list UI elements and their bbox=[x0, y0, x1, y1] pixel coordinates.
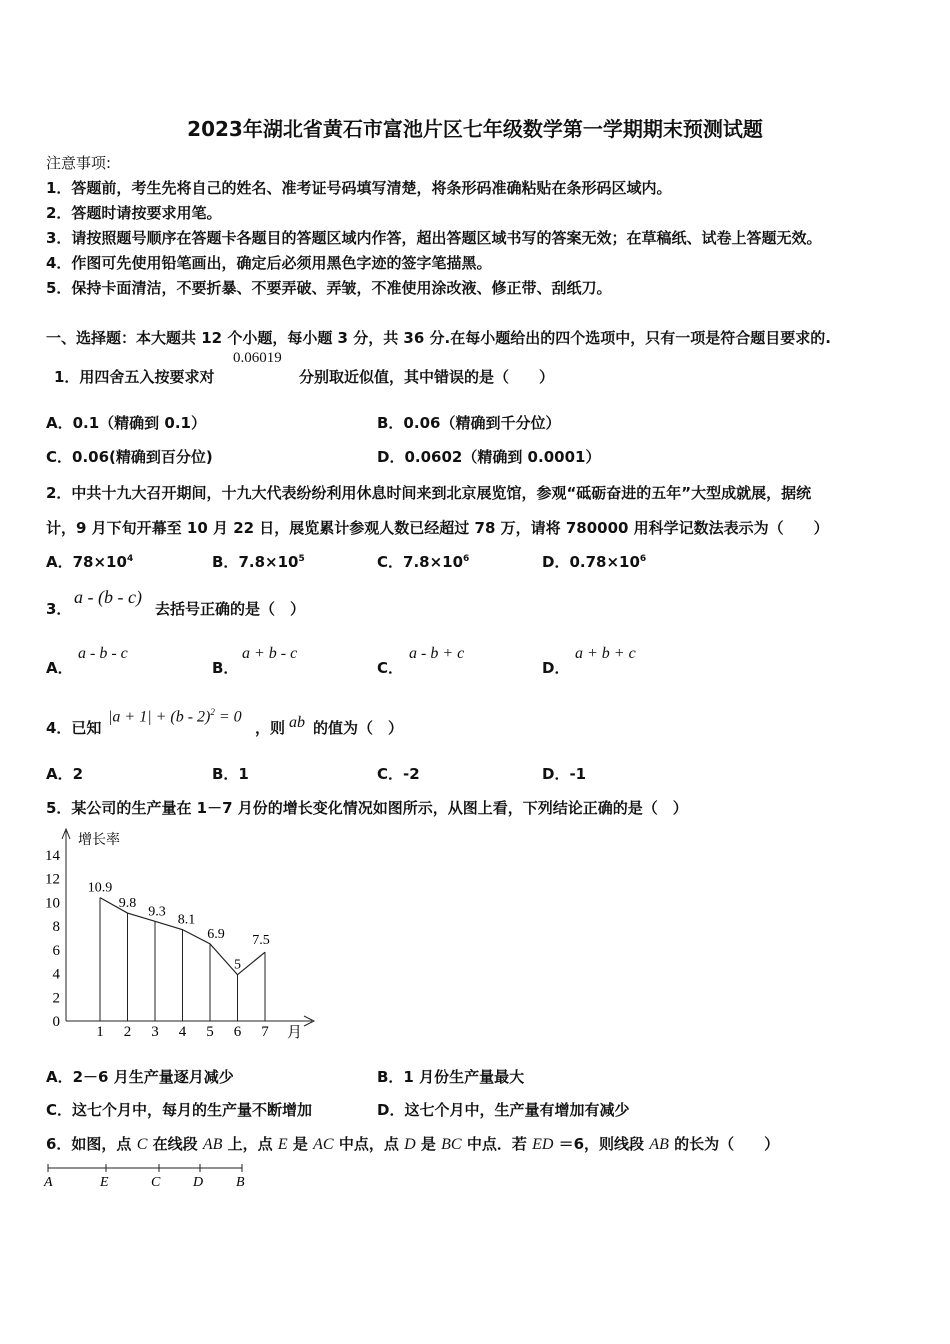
option-letter: C． bbox=[377, 553, 404, 571]
option-d: D．0.0602（精确到 0.0001） bbox=[377, 448, 601, 466]
text-run: 是 bbox=[292, 1135, 308, 1153]
question-1-number: 0.06019 bbox=[233, 350, 282, 366]
x-tick-label: 1 bbox=[96, 1024, 104, 1040]
notice-item: 4．作图可先使用铅笔画出，确定后必须用黑色字迹的签字笔描黑。 bbox=[46, 254, 492, 272]
question-4-ab: ab bbox=[289, 714, 305, 731]
option-letter: B． bbox=[212, 553, 239, 571]
data-label: 5 bbox=[234, 957, 241, 973]
var-ab: AB bbox=[202, 1136, 223, 1153]
notice-heading: 注意事项: bbox=[46, 154, 112, 172]
y-tick-label: 12 bbox=[45, 871, 60, 888]
y-tick-label: 10 bbox=[45, 895, 60, 912]
label-b: B bbox=[236, 1175, 245, 1190]
option-b-expr: a + b - c bbox=[242, 645, 298, 662]
section-heading: 一、选择题：本大题共 12 个小题，每小题 3 分，共 36 分.在每小题给出的四个选项中，只有一项是符合题目要求的. bbox=[46, 329, 831, 347]
y-axis-label: 增长率 bbox=[78, 833, 120, 848]
data-label: 8.1 bbox=[177, 912, 196, 928]
question-1-post: 分别取近似值，其中错误的是（ ） bbox=[299, 368, 555, 386]
y-tick-label: 8 bbox=[52, 919, 60, 936]
label-d: D bbox=[193, 1175, 204, 1190]
question-3-number: 3． bbox=[46, 600, 72, 618]
option-a-expr: a - b - c bbox=[78, 645, 128, 662]
x-tick-label: 6 bbox=[233, 1024, 242, 1040]
x-axis-label: 月 bbox=[287, 1025, 303, 1041]
question-3-post: 去括号正确的是（ ） bbox=[155, 600, 306, 618]
question-5-text: 5．某公司的生产量在 1－7 月份的增长变化情况如图所示，从图上看，下列结论正确的是（ ） bbox=[46, 799, 688, 817]
label-a: A bbox=[44, 1175, 53, 1190]
option-c: C． bbox=[377, 659, 404, 677]
option-exponent: 6 bbox=[463, 554, 470, 564]
text-run: 中点．若 bbox=[466, 1135, 527, 1153]
var-e: E bbox=[277, 1136, 288, 1153]
question-2-line2: 计，9 月下旬开幕至 10 月 22 日，展览累计参观人数已经超过 78 万，请将 780000 用科学记数法表示为（ ） bbox=[46, 519, 829, 537]
option-value: 7.8×10 bbox=[238, 553, 299, 571]
var-ac: AC bbox=[313, 1136, 334, 1153]
x-tick-label: 7 bbox=[261, 1024, 269, 1040]
y-tick-label: 2 bbox=[52, 990, 60, 1007]
option-b: B．0.06（精确到千分位） bbox=[377, 414, 561, 432]
data-label: 7.5 bbox=[252, 933, 270, 949]
question-4-pre: 4．已知 bbox=[46, 719, 102, 737]
data-label: 9.8 bbox=[118, 896, 137, 912]
option-c: C．这七个月中，每月的生产量不断增加 bbox=[46, 1101, 313, 1119]
option-c: C．-2 bbox=[377, 765, 420, 783]
question-4-expression bbox=[108, 707, 242, 726]
data-label: 6.9 bbox=[207, 926, 225, 942]
y-tick-label: 0 bbox=[52, 1014, 60, 1030]
label-c: C bbox=[151, 1175, 161, 1190]
var-ab: AB bbox=[649, 1136, 669, 1153]
option-b: B．1 bbox=[212, 765, 249, 783]
option-a: A．0.1（精确到 0.1） bbox=[46, 414, 206, 432]
question-1-text bbox=[54, 366, 214, 387]
text-run: 的长为（ ） bbox=[674, 1135, 780, 1153]
var-c: C bbox=[136, 1136, 148, 1153]
text-run: 是 bbox=[420, 1135, 436, 1153]
option-c: C．0.06(精确到百分位) bbox=[46, 448, 213, 466]
option-d bbox=[542, 551, 646, 572]
page-title: 2023年湖北省黄石市富池片区七年级数学第一学期期末预测试题 bbox=[187, 117, 763, 141]
option-letter: A． bbox=[46, 553, 73, 571]
text-run: 在线段 bbox=[152, 1135, 198, 1153]
question-4-post: 的值为（ ） bbox=[313, 719, 404, 737]
var-d: D bbox=[404, 1136, 416, 1153]
x-tick-label: 4 bbox=[178, 1024, 187, 1040]
option-d: D．-1 bbox=[542, 765, 587, 783]
y-tick-label: 6 bbox=[52, 942, 60, 959]
notice-item: 2．答题时请按要求用笔。 bbox=[46, 204, 222, 222]
segment-diagram bbox=[40, 1158, 260, 1194]
x-tick-label: 2 bbox=[123, 1024, 132, 1040]
option-a: A．2 bbox=[46, 765, 84, 783]
option-a bbox=[46, 551, 133, 572]
notice-item: 5．保持卡面清洁，不要折暴、不要弄破、弄皱，不准使用涂改液、修正带、刮纸刀。 bbox=[46, 279, 612, 297]
option-letter: D． bbox=[542, 553, 570, 571]
x-tick-label: 3 bbox=[151, 1024, 159, 1040]
option-exponent: 5 bbox=[298, 554, 305, 564]
notice-item: 3．请按照题号顺序在答题卡各题目的答题区域内作答，超出答题区域书写的答案无效；在草稿纸、试卷上答题无效。 bbox=[46, 229, 822, 247]
equation-left: |a + 1| + (b - 2) bbox=[108, 708, 211, 726]
option-b: B． bbox=[212, 659, 239, 677]
text-run: 上，点 bbox=[227, 1135, 273, 1153]
question-4-mid: ，则 bbox=[255, 719, 286, 737]
option-c bbox=[377, 551, 469, 572]
label-e: E bbox=[100, 1175, 109, 1190]
option-b: B．1 月份生产量最大 bbox=[377, 1068, 525, 1086]
question-3-expression: a - (b - c) bbox=[74, 587, 142, 607]
question-2-line1: 2．中共十九大召开期间，十九大代表纷纷利用休息时间来到北京展览馆，参观“砥砺奋进的五年”大型成就展，据统 bbox=[46, 484, 812, 502]
option-value: 78×10 bbox=[72, 553, 127, 571]
data-label: 10.9 bbox=[87, 880, 113, 896]
option-value: 0.78×10 bbox=[569, 553, 640, 571]
option-d: D． bbox=[542, 659, 570, 677]
equation-exponent: 2 bbox=[210, 707, 215, 717]
question-6-text bbox=[46, 1133, 779, 1154]
x-tick-label: 5 bbox=[206, 1024, 214, 1040]
option-d: D．这七个月中，生产量有增加有减少 bbox=[377, 1101, 630, 1119]
option-exponent: 4 bbox=[126, 554, 134, 564]
y-tick-label: 4 bbox=[52, 966, 60, 983]
option-d-expr: a + b + c bbox=[575, 645, 636, 662]
option-a: A．2－6 月生产量逐月减少 bbox=[46, 1068, 234, 1086]
text-run: 6．如图，点 bbox=[46, 1135, 132, 1153]
var-bc: BC bbox=[441, 1136, 462, 1153]
option-a: A． bbox=[46, 659, 73, 677]
equation-right: = 0 bbox=[214, 708, 242, 726]
y-tick-label: 14 bbox=[45, 847, 60, 864]
var-ed: ED bbox=[532, 1136, 554, 1153]
question-1-pre: 1．用四舍五入按要求对 bbox=[54, 368, 215, 386]
option-b bbox=[212, 551, 305, 572]
notice-item: 1．答题前，考生先将自己的姓名、准考证号码填写清楚，将条形码准确粘贴在条形码区域内。 bbox=[46, 179, 672, 197]
option-c-expr: a - b + c bbox=[409, 645, 465, 662]
option-exponent: 6 bbox=[639, 554, 647, 564]
growth-rate-chart bbox=[40, 825, 330, 1045]
option-value: 7.8×10 bbox=[403, 553, 464, 571]
text-run: ＝6，则线段 bbox=[558, 1135, 645, 1153]
data-label: 9.3 bbox=[148, 904, 166, 920]
text-run: 中点，点 bbox=[338, 1135, 399, 1153]
